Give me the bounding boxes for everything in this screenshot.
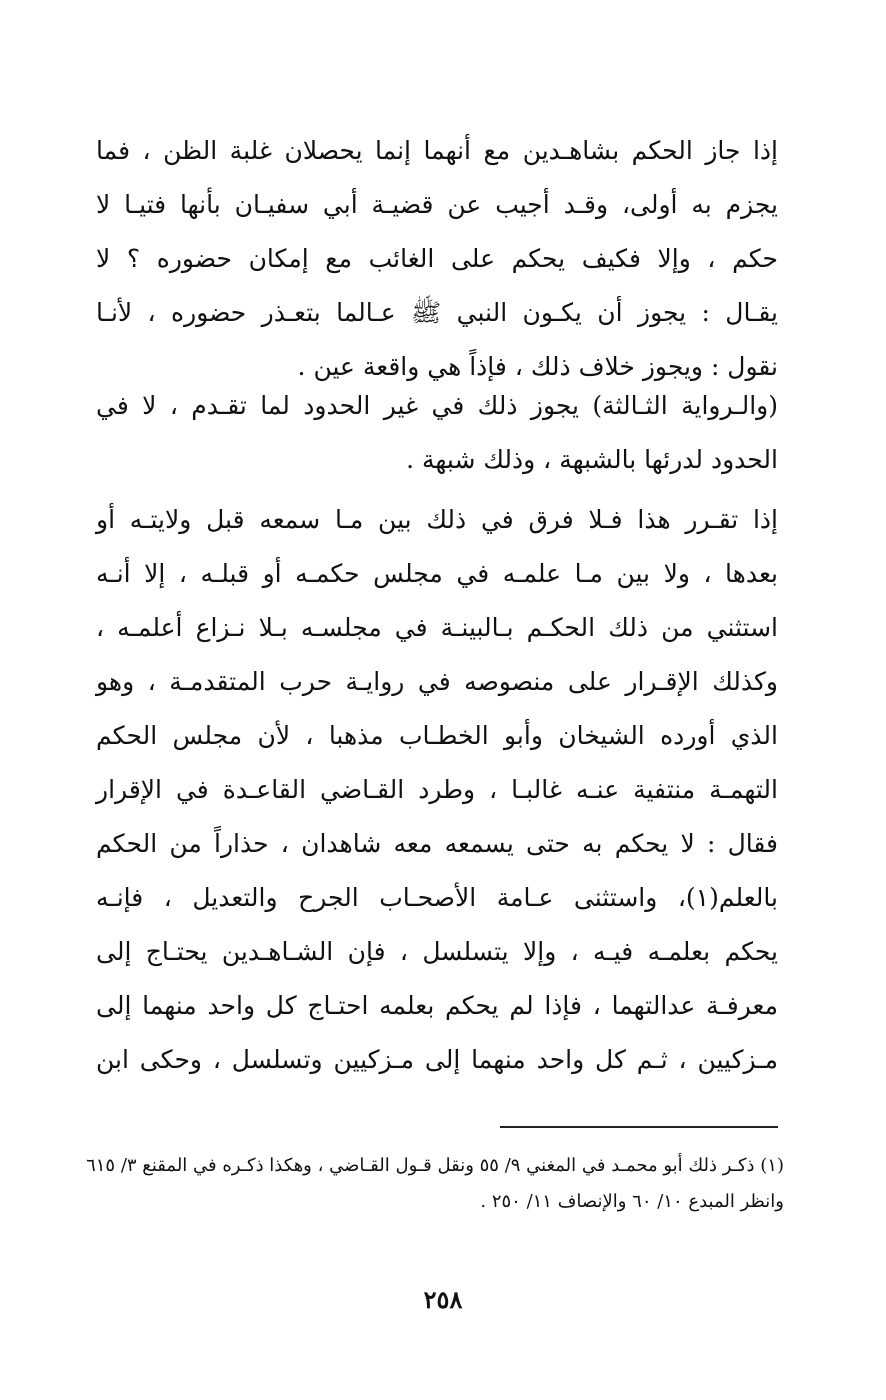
page-number: ٢٥٨: [423, 1285, 463, 1314]
text-line: الذي أورده الشيخان وأبو الخطـاب مذهبا ، لأن مجلس الحكم: [96, 721, 778, 750]
footnote-divider: [500, 1126, 778, 1128]
text-line: وكذلك الإقـرار على منصوصه في روايـة حرب المتقدمـة ، وهو: [96, 667, 778, 696]
footnote: [86, 1148, 784, 1220]
text-line: حكم ، وإلا فكيف يحكم على الغائب مع إمكان حضوره ؟ لا: [96, 244, 778, 273]
text-line: مـزكيين ، ثـم كل واحد منهما إلى مـزكيين وتسلسل ، وحكى ابن: [96, 1045, 778, 1074]
text-line: التهمـة منتفية عنـه غالبـا ، وطرد القـاضي القاعـدة في الإقرار: [96, 775, 778, 804]
text-line: معرفـة عدالتهما ، فإذا لم يحكم بعلمه احتـاج كل واحد منهما إلى: [96, 991, 778, 1020]
paragraph-2: [96, 379, 778, 487]
text-line: استثني من ذلك الحكـم بـالبينـة في مجلسـه بـلا نـزاع أعلمـه ،: [96, 613, 778, 642]
text-line: إذا تقـرر هذا فـلا فرق في ذلك بين مـا سمعه قبل ولايتـه أو: [96, 505, 778, 534]
text-line: الحدود لدرئها بالشبهة ، وذلك شبهة .: [406, 445, 778, 474]
text-line: يقـال : يجوز أن يكـون النبي ﷺ عـالما بتعـذر حضوره ، لأنـا: [96, 298, 778, 327]
footnote-line: وانظر المبدع ١٠/ ٦٠ والإنصاف ١١/ ٢٥٠ .: [480, 1191, 784, 1212]
text-line: يحكم بعلمـه فيـه ، وإلا يتسلسل ، فإن الشـاهـدين يحتـاج إلى: [96, 937, 778, 966]
paragraph-3: [96, 493, 778, 1087]
text-line: إذا جاز الحكم بشاهـدين مع أنهما إنما يحصلان غلبة الظن ، فما: [96, 136, 778, 165]
text-line: نقول : ويجوز خلاف ذلك ، فإذاً هي واقعة عين .: [297, 352, 778, 381]
text-line: بعدها ، ولا بين مـا علمـه في مجلس حكمـه أو قبلـه ، إلا أنـه: [96, 559, 778, 588]
text-line: يجزم به أولى، وقـد أجيب عن قضيـة أبي سفيـان بأنها فتيـا لا: [96, 190, 778, 219]
footnote-line: (١) ذكـر ذلك أبو محمـد في المغني ٩/ ٥٥ ونقل قـول القـاضي ، وهكذا ذكـره في المقنع ٣/ ٦١٥: [86, 1155, 784, 1176]
text-line: فقال : لا يحكم به حتى يسمعه معه شاهدان ، حذاراً من الحكم: [96, 829, 778, 858]
text-line: بالعلم(١)، واستثنى عـامة الأصحـاب الجرح والتعديل ، فإنـه: [96, 883, 778, 912]
text-line: (والـرواية الثـالثة) يجوز ذلك في غير الحدود لما تقـدم ، لا في: [96, 391, 778, 420]
paragraph-1: [96, 124, 778, 394]
